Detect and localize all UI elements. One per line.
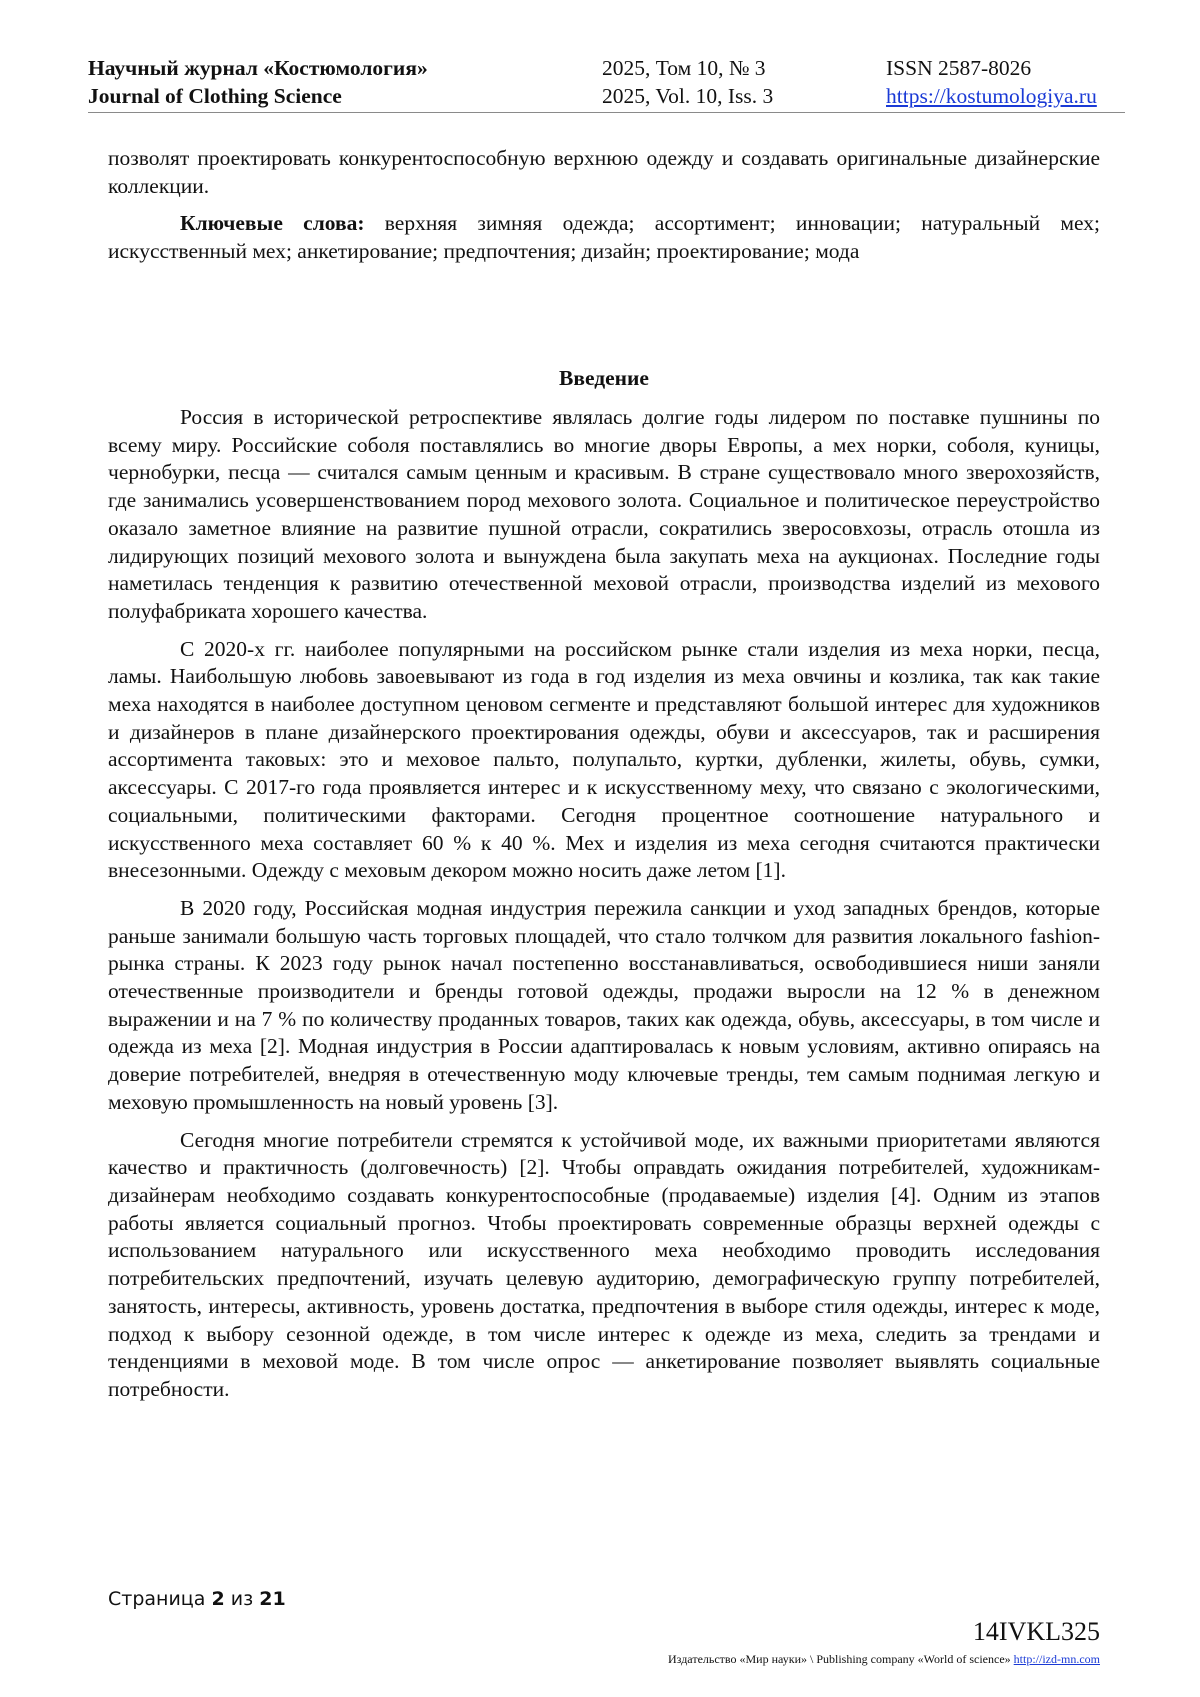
section-title: Введение [559,366,649,390]
page-number [108,1587,286,1611]
journal-website-link[interactable]: https://kostumologiya.ru [886,84,1097,108]
abstract-section [108,145,1100,266]
page-header [88,54,1125,113]
paragraph: С 2020-х гг. наиболее популярными на российском рынке стали изделия из меха норки, песца, ламы. Наибольшую любовь завоевывают из года в год изделия из меха овчины и козлика, так как такие меха находятся в наиболее доступном ценовом сегменте и представляют большой интерес для художников и дизайнеров в плане дизайнерского проектирования одежды, обуви и аксессуаров, так и расширения ассортимента таковых: это и меховое пальто, полупальто, куртки, дубленки, жилеты, обувь, сумки, аксессуары. С 2017-го года проявляется интерес и к искусственному меху, что связано с экологическими, социальными, политическими факторами. Сегодня процентное соотношение натурального и искусственного меха составляет 60 % к 40 %. Мех и изделия из меха сегодня считаются практически внесезонными. Одежду с меховым декором можно носить даже летом [1]. [108,636,1100,883]
abstract-tail: позволят проектировать конкурентоспособную верхнюю одежду и создавать оригинальные дизайнерские коллекции. [108,146,1100,198]
publisher-text: Издательство «Мир науки» \ Publishing company «World of science» [668,1652,1011,1666]
paragraph: Россия в исторической ретроспективе являлась долгие годы лидером по поставке пушнины по всему миру. Российские соболя поставлялись во многие дворы Европы, а мех норки, соболя, куницы, чернобурки, песца — считался самым ценным и красивым. В стране существовало много зверохозяйств, где занимались усовершенствованием пород мехового золота. Социальное и политическое переустройство оказало заметное влияние на развитие пушной отрасли, сократились зверосовхозы, отрасль отошла из лидирующих позиций мехового золота и вынуждена была закупать меха на аукционах. Последние годы наметилась тенденция к развитию отечественной меховой отрасли, производства изделий из мехового полуфабриката хорошего качества. [108,405,1100,623]
journal-title-ru: Научный журнал «Костюмология» [88,56,428,80]
publisher-line [668,1651,1100,1667]
keywords-text: верхняя зимняя одежда; ассортимент; инновации; натуральный мех; искусственный мех; анкетирование; предпочтения; дизайн; проектирование; мода [108,211,1100,264]
issue-block [602,54,773,110]
page-of: из [230,1588,254,1610]
journal-title-en: Journal of Clothing Science [88,84,342,108]
paragraph: Сегодня многие потребители стремятся к устойчивой моде, их важными приоритетами являются качество и практичность (долговечность) [2]. Чтобы оправдать ожидания потребителей, художникам-дизайнерам необходимо создавать конкурентоспособные (продаваемые) изделия [4]. Одним из этапов работы является социальный прогноз. Чтобы проектировать современные образцы верхней одежды с использованием натурального или искусственного меха необходимо проводить исследования потребительских предпочтений, изучать целевую аудиторию, демографическую группу потребителей, занятость, интересы, активность, уровень достатка, предпочтения в выборе стиля одежды, интерес к моде, подход к выбору сезонной одежде, в том числе интерес к одежде из меха, следить за трендами и тенденциями в меховой моде. В том числе опрос — анкетирование позволяет выявлять социальные потребности. [108,1127,1100,1401]
page-total: 21 [259,1588,286,1610]
paragraph: В 2020 году, Российская модная индустрия пережила санкции и уход западных брендов, которые раньше занимали большую часть торговых площадей, что стало толчком для развития локального fashion-рынка страны. К 2023 году рынок начал постепенно восстанавливаться, освободившиеся ниши заняли отечественные производители и бренды готовой одежды, продажи выросли на 12 % в денежном выражении и на 7 % по количеству проданных товаров, таких как одежда, обувь, аксессуары, в том числе и одежда из меха [2]. Модная индустрия в России адаптировалась к новым условиям, активно опираясь на доверие потребителей, внедряя в отечественную моду ключевые тренды, тем самым поднимая легкую и меховую промышленность на новый уровень [3]. [108,895,1100,1114]
keywords-label: Ключевые слова: [180,211,365,236]
body-text [108,404,1100,1414]
article-code: 14IVKL325 [972,1617,1100,1646]
issn: ISSN 2587-8026 [886,56,1032,80]
keywords-paragraph [108,210,1100,265]
journal-title-block [88,54,428,110]
issn-block [886,54,1097,110]
issue-ru: 2025, Том 10, № 3 [602,56,766,80]
publisher-link[interactable]: http://izd-mn.com [1013,1652,1100,1666]
issue-en: 2025, Vol. 10, Iss. 3 [602,84,774,108]
page-word: Страница [108,1588,206,1610]
page-current: 2 [211,1588,225,1610]
